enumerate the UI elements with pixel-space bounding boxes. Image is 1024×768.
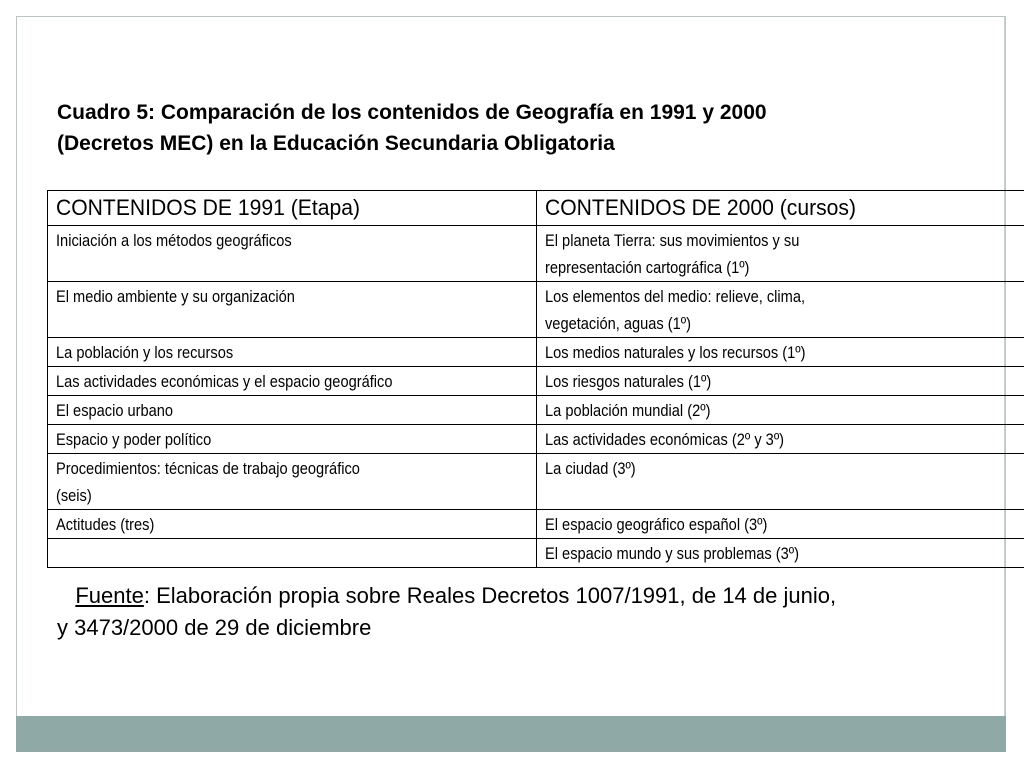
cell-2000: [537, 425, 1024, 454]
table-body: [48, 226, 1024, 568]
cell-2000: [537, 226, 1024, 282]
cell-1991: [48, 338, 537, 367]
cell-text: El espacio geográfico español (3º): [545, 515, 768, 534]
caption-line-2: (Decretos MEC) en la Educación Secundaria Obligatoria: [57, 132, 615, 155]
cell-text: Las actividades económicas y el espacio geográfico: [56, 372, 393, 391]
table-row: [48, 396, 1024, 425]
cell-text: La población mundial (2º): [545, 401, 711, 420]
cell-1991: [48, 282, 537, 338]
cell-1991: [48, 510, 537, 539]
header-1991: CONTENIDOS DE 1991 (Etapa): [48, 191, 537, 226]
table-row: [48, 425, 1024, 454]
cell-1991: [48, 367, 537, 396]
table-row: [48, 226, 1024, 282]
cell-2000: [537, 282, 1024, 338]
cell-text: El planeta Tierra: sus movimientos y su: [545, 231, 800, 250]
cell-text: Los elementos del medio: relieve, clima,: [545, 287, 806, 306]
source-line-2: y 3473/2000 de 29 de diciembre: [57, 615, 372, 640]
cell-text: Iniciación a los métodos geográficos: [56, 231, 292, 250]
cell-text: Los medios naturales y los recursos (1º): [545, 343, 806, 362]
table-row: [48, 539, 1024, 568]
source-label: Fuente: [75, 583, 144, 608]
source-line-1: [57, 580, 1024, 612]
cell-text: La población y los recursos: [56, 343, 234, 362]
cell-2000: [537, 539, 1024, 568]
cell-1991: [48, 396, 537, 425]
table-row: [48, 338, 1024, 367]
cell-2000: [537, 396, 1024, 425]
cell-2000: [537, 454, 1024, 510]
slide-footer-band: [16, 716, 1006, 752]
cell-text: Espacio y poder político: [56, 430, 212, 449]
cell-1991: [48, 226, 537, 282]
cell-text: (seis): [56, 486, 92, 505]
header-2000: CONTENIDOS DE 2000 (cursos): [537, 191, 1024, 226]
comparison-table-container: [47, 190, 1024, 568]
cell-2000: [537, 367, 1024, 396]
caption-line-1: Cuadro 5: Comparación de los contenidos de Geografía en 1991 y 2000: [57, 101, 767, 124]
cell-2000: [537, 510, 1024, 539]
source-note: [57, 580, 1024, 644]
cell-text: Actitudes (tres): [56, 515, 155, 534]
cell-text: La ciudad (3º): [545, 459, 636, 478]
cell-text: Las actividades económicas (2º y 3º): [545, 430, 785, 449]
cell-text: Los riesgos naturales (1º): [545, 372, 712, 391]
comparison-table: [47, 190, 1024, 568]
cell-text: representación cartográfica (1º): [545, 258, 750, 277]
cell-text: El espacio urbano: [56, 401, 174, 420]
cell-1991: [48, 425, 537, 454]
cell-text: Procedimientos: técnicas de trabajo geográfico: [56, 459, 360, 478]
table-row: [48, 367, 1024, 396]
table-row: [48, 510, 1024, 539]
table-row: [48, 282, 1024, 338]
cell-text: vegetación, aguas (1º): [545, 314, 691, 333]
table-row: [48, 454, 1024, 510]
cell-2000: [537, 338, 1024, 367]
cell-1991: [48, 539, 537, 568]
source-text: : Elaboración propia sobre Reales Decretos 1007/1991, de 14 de junio,: [143, 583, 837, 608]
cell-1991: [48, 454, 537, 510]
table-caption: [57, 97, 997, 159]
cell-text: El espacio mundo y sus problemas (3º): [545, 544, 799, 563]
cell-text: El medio ambiente y su organización: [56, 287, 295, 306]
table-header-row: [48, 191, 1024, 226]
